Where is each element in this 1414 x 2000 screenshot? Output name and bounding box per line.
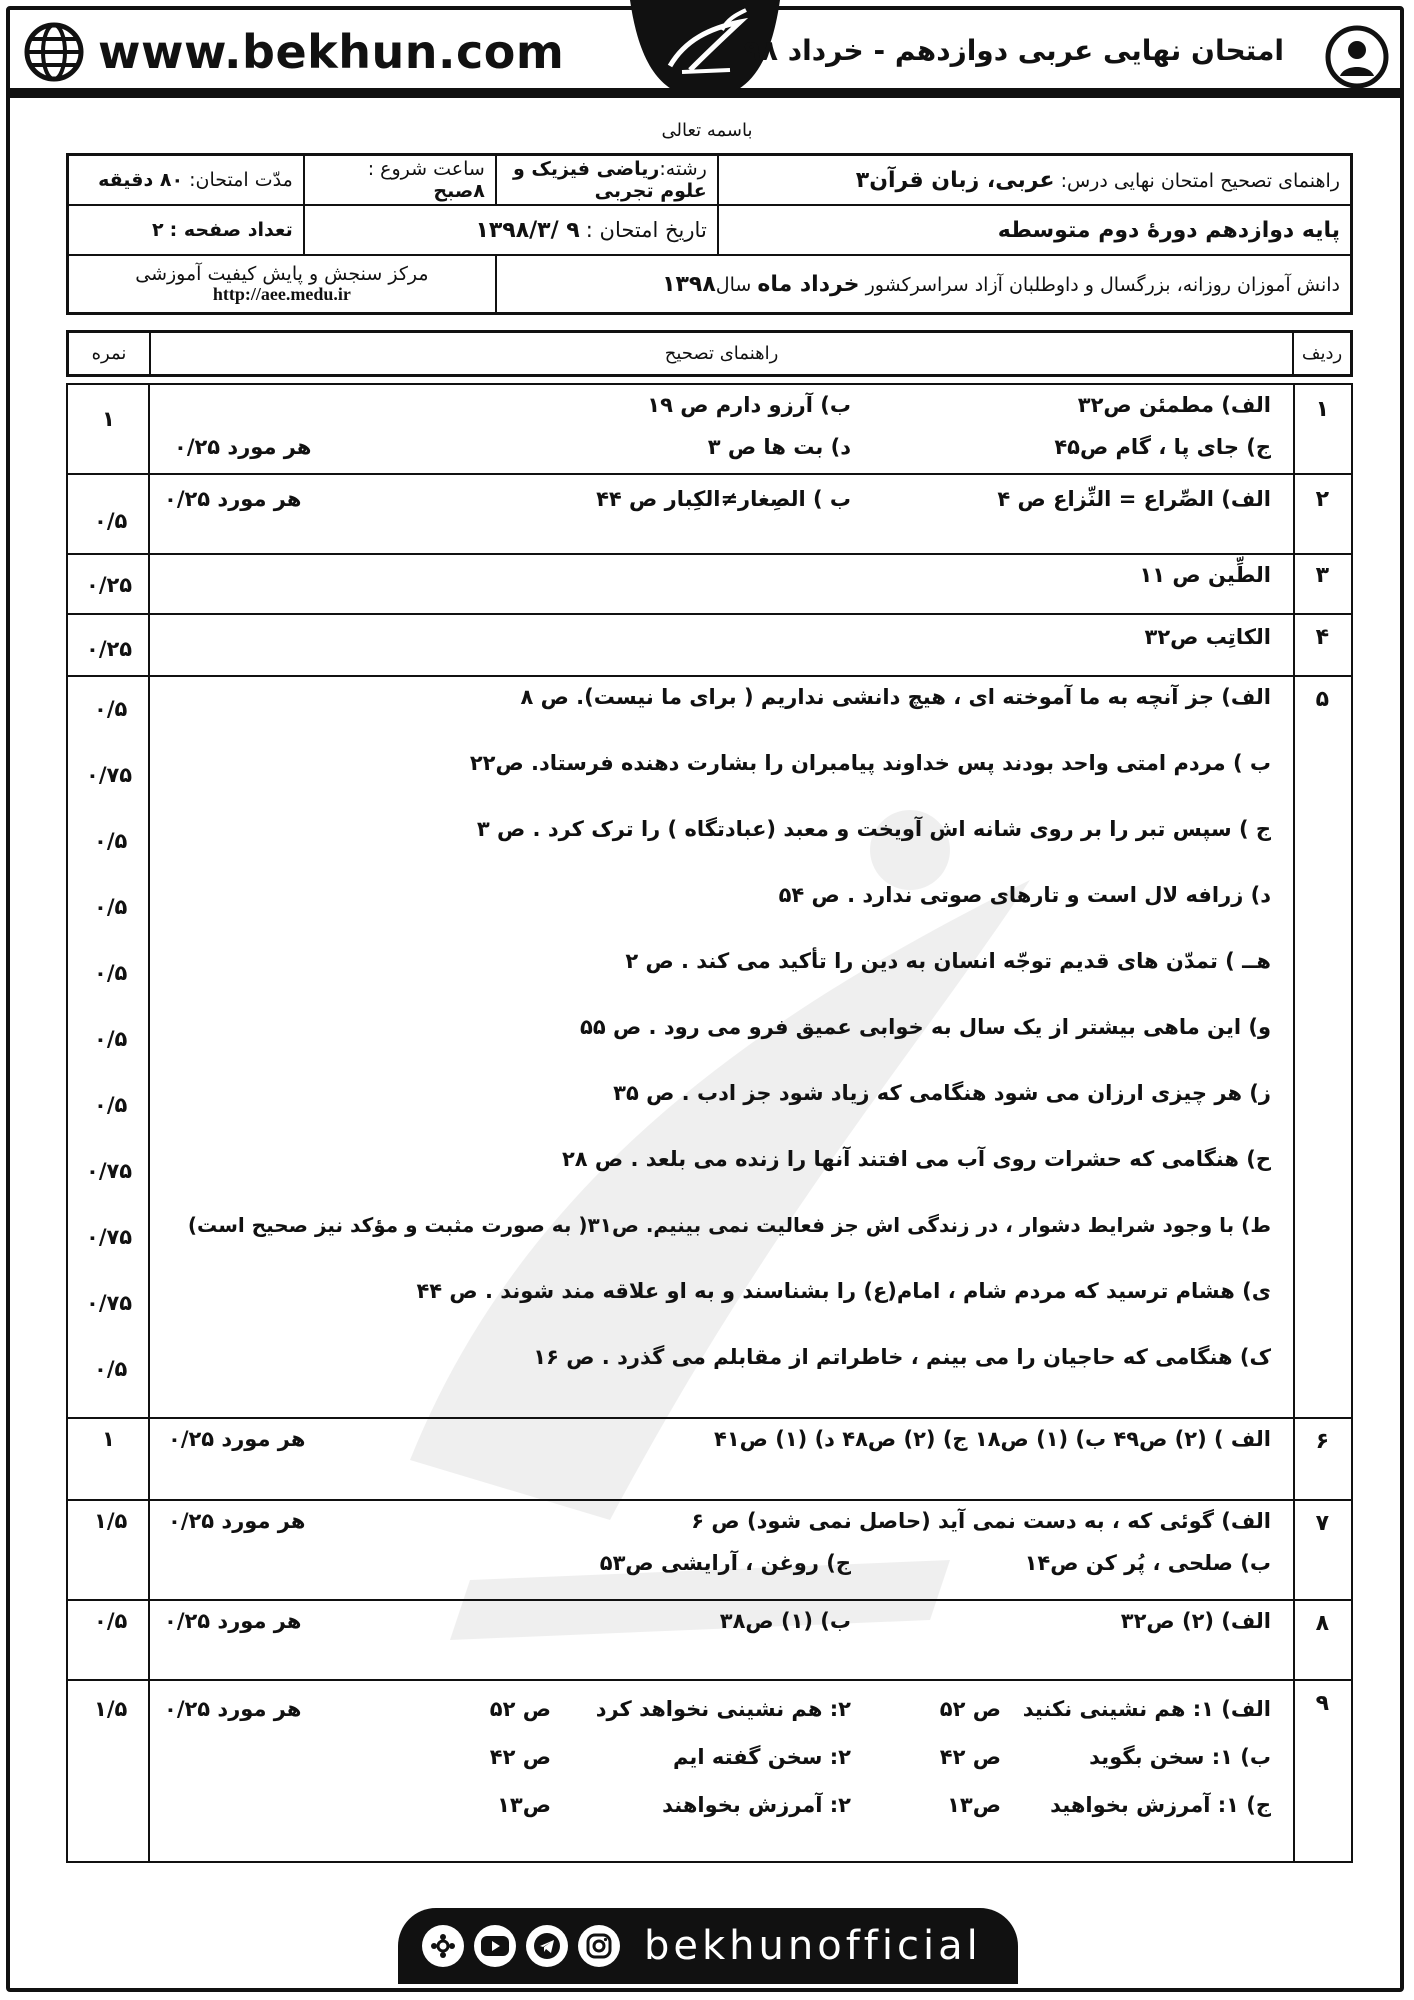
per-item-score: هر مورد ۰/۲۵ [168,1427,306,1451]
row-number: ۸ [1315,1611,1329,1636]
answer-text: ۲: سخن گفته ایم [672,1745,851,1769]
header-score: نمره [91,343,127,364]
answer-text: ب ) الصِغار≠الکِبار ص ۴۴ [596,487,851,511]
field-cell [496,155,718,206]
translation-item: ج ) سپس تبر را بر روی شانه اش آویخت و معبد (عبادتگاه ) را ترک کرد . ص ۳ [476,817,1271,841]
page-ref: ص ۵۲ [939,1697,1001,1721]
answer-text: الطِّین ص ۱۱ [1139,563,1271,587]
pages-value: ۲ [151,219,164,241]
header-guide: راهنمای تصحیح [149,333,1292,374]
row-score: ۰/۲۵ [86,573,133,597]
translation-item: ی) هشام ترسید که مردم شام ، امام(ع) را بشناسند و به او علاقه مند شوند . ص ۴۴ [416,1279,1271,1303]
site-url[interactable]: www.bekhun.com [98,25,565,79]
instagram-icon[interactable] [578,1925,620,1967]
item-score: ۰/۵ [94,961,128,985]
center-url[interactable]: http://aee.medu.ir [212,284,351,304]
row-score: ۰/۵ [94,509,128,533]
row-score: ۱/۵ [94,1509,128,1533]
answer-text: الف) الصِّراع = النِّزاع ص ۴ [997,487,1271,511]
start-value: ۸صبح [433,180,485,202]
item-score: ۰/۵ [94,1027,128,1051]
page-ref: ص ۴۲ [489,1745,551,1769]
item-score: ۰/۵ [94,1357,128,1381]
row-divider [68,613,1351,615]
start-label: ساعت شروع : [367,158,485,180]
course-cell [718,155,1352,206]
header-divider [10,88,1404,98]
translation-item: هــ ) تمدّن های قدیم توجّه انسان به دین را تأکید می کند . ص ۲ [625,949,1271,973]
col-divider [148,385,150,1861]
grade-cell [718,205,1352,255]
page-ref: ص ۵۲ [489,1697,551,1721]
translation-item: ح) هنگامی که حشرات روی آب می افتند آنها را زنده می بلعد . ص ۲۸ [561,1147,1271,1171]
youtube-icon[interactable] [474,1925,516,1967]
row-number: ۶ [1315,1429,1329,1454]
translation-item: ب ) مردم امتی واحد بودند پس خداوند پیامبران را بشارت دهنده فرستاد. ص۲۲ [469,751,1271,775]
grade-value: پایه دوازدهم دورۀ دوم متوسطه [997,217,1340,243]
start-cell [304,155,496,206]
social-footer [398,1908,1018,1984]
row-score: ۱ [102,407,115,431]
row-number: ۷ [1315,1511,1329,1536]
pages-label: تعداد صفحه : [169,219,293,241]
date-cell [304,205,718,255]
answer-text: الف) (۲) ص۳۲ [1120,1609,1271,1633]
row-number: ۴ [1315,625,1329,650]
row-score: ۱/۵ [94,1697,128,1721]
answer-text: الف ) (۲) ص۴۹ ب) (۱) ص۱۸ ج) (۲) ص۴۸ د) (۱) ص۴۱ [714,1427,1271,1451]
per-item-score: هر مورد ۰/۲۵ [164,487,302,511]
translation-item: ط) با وجود شرایط دشوار ، در زندگی اش جز فعالیت نمی بینیم. ص۳۱( به صورت مثبت و مؤکد نیز صحیح است) [187,1213,1271,1237]
item-score: ۰/۷۵ [86,1159,133,1183]
site-link[interactable] [24,22,564,82]
year-value: ۱۳۹۸ [662,271,716,297]
answer-text: ۲: آمرزش بخواهند [662,1793,851,1817]
item-score: ۰/۵ [94,829,128,853]
answer-text: ب) ۱: سخن بگوید [1089,1745,1271,1769]
answer-text: الف) مطمئن ص۳۲ [1077,393,1271,417]
center-name: مرکز سنجش و پایش کیفیت آموزشی [135,263,429,285]
telegram-icon[interactable] [526,1925,568,1967]
globe-icon [24,22,84,82]
row-divider [68,553,1351,555]
month-value: خرداد ماه [757,271,860,297]
answer-text: ج) جای پا ، گام ص۴۵ [1054,435,1271,459]
field-value: ریاضی فیزیک و علوم تجربی [512,158,707,202]
students-cell [496,255,1352,314]
translation-item: ک) هنگامی که حاجیان را می بینم ، خاطراتم از مقابلم می گذرد . ص ۱۶ [533,1345,1271,1369]
row-divider [68,1417,1351,1419]
header-radif: ردیف [1292,333,1350,374]
page-ref: ص۱۳ [947,1793,1001,1817]
item-score: ۰/۵ [94,697,128,721]
course-value: عربی، زبان قرآن۳ [855,167,1055,193]
translation-item: ز) هر چیزی ارزان می شود هنگامی که زیاد شود جز ادب . ص ۳۵ [613,1081,1271,1105]
item-score: ۰/۷۵ [86,763,133,787]
item-score: ۰/۷۵ [86,1291,133,1315]
translation-item: الف) جز آنچه به ما آموخته ای ، هیچ دانشی نداریم ( برای ما نیست). ص ۸ [520,685,1271,709]
item-score: ۰/۷۵ [86,1225,133,1249]
answer-text: ج) روغن ، آرایشی ص۵۳ [599,1551,851,1575]
row-score: ۱ [102,1427,115,1451]
per-item-score: هر مورد ۰/۲۵ [164,1697,302,1721]
item-score: ۰/۵ [94,895,128,919]
answer-text: د) بت ها ص ۳ [707,435,851,459]
pages-cell [68,205,304,255]
duration-value: ۸۰ دقیقه [98,169,184,191]
answer-text: ۲: هم نشینی نخواهد کرد [595,1697,851,1721]
answer-text: ب) صلحی ، پُر کن ص۱۴ [1024,1551,1271,1575]
course-label: راهنمای تصحیح امتحان نهایی درس: [1060,169,1340,192]
answer-text: الف) گوئی که ، به دست نمی آید (حاصل نمی شود) ص ۶ [691,1509,1271,1533]
students-text: دانش آموزان روزانه، بزرگسال و داوطلبان آزاد سراسرکشور [865,273,1340,296]
row-divider [68,1599,1351,1601]
col-divider [1293,385,1295,1861]
translation-item: و) این ماهی بیشتر از یک سال به خوابی عمیق فرو می رود . ص ۵۵ [580,1015,1271,1039]
center-cell [68,255,496,314]
row-number: ۵ [1315,687,1329,712]
row-number: ۳ [1315,563,1329,588]
answer-text: ب) (۱) ص۳۸ [719,1609,851,1633]
per-item-score: هر مورد ۰/۲۵ [174,435,312,459]
row-score: ۰/۲۵ [86,637,133,661]
row-divider [68,1679,1351,1681]
basmala: باسمه تعالی [661,120,753,141]
answer-table-header [66,330,1353,377]
row-number: ۲ [1315,487,1329,512]
duration-cell [68,155,304,206]
answer-text: الف) ۱: هم نشینی نکنید [1022,1697,1271,1721]
exam-info-table [66,153,1353,315]
translation-item: د) زرافه لال است و تارهای صوتی ندارد . ص ۵۴ [778,883,1271,907]
row-divider [68,1499,1351,1501]
page-ref: ص ۴۲ [939,1745,1001,1769]
per-item-score: هر مورد ۰/۲۵ [164,1609,302,1633]
date-value: ۱۳۹۸/۳/ ۹ [475,217,580,243]
answer-text: الکاتِب ص۳۲ [1144,625,1271,649]
header-banner [10,10,1404,92]
row-score: ۰/۵ [94,1609,128,1633]
answer-table [66,383,1353,1863]
per-item-score: هر مورد ۰/۲۵ [168,1509,306,1533]
duration-label: مدّت امتحان: [189,169,293,191]
year-label: سال [715,273,752,296]
row-number: ۱ [1315,397,1329,422]
date-label: تاریخ امتحان : [585,217,707,242]
exam-title: امتحان نهایی عربی دوازدهم - خرداد ۹۸ [743,34,1284,67]
answer-text: ج) ۱: آمرزش بخواهید [1050,1793,1271,1817]
answer-text: ب) آرزو دارم ص ۱۹ [647,393,851,417]
field-label: رشته: [659,158,707,180]
user-icon[interactable] [1324,24,1390,90]
row-divider [68,473,1351,475]
rubika-icon[interactable] [422,1925,464,1967]
page-ref: ص۱۳ [497,1793,551,1817]
row-divider [68,675,1351,677]
item-score: ۰/۵ [94,1093,128,1117]
social-handle[interactable]: bekhunofficial [644,1923,982,1969]
row-number: ۹ [1315,1691,1329,1716]
